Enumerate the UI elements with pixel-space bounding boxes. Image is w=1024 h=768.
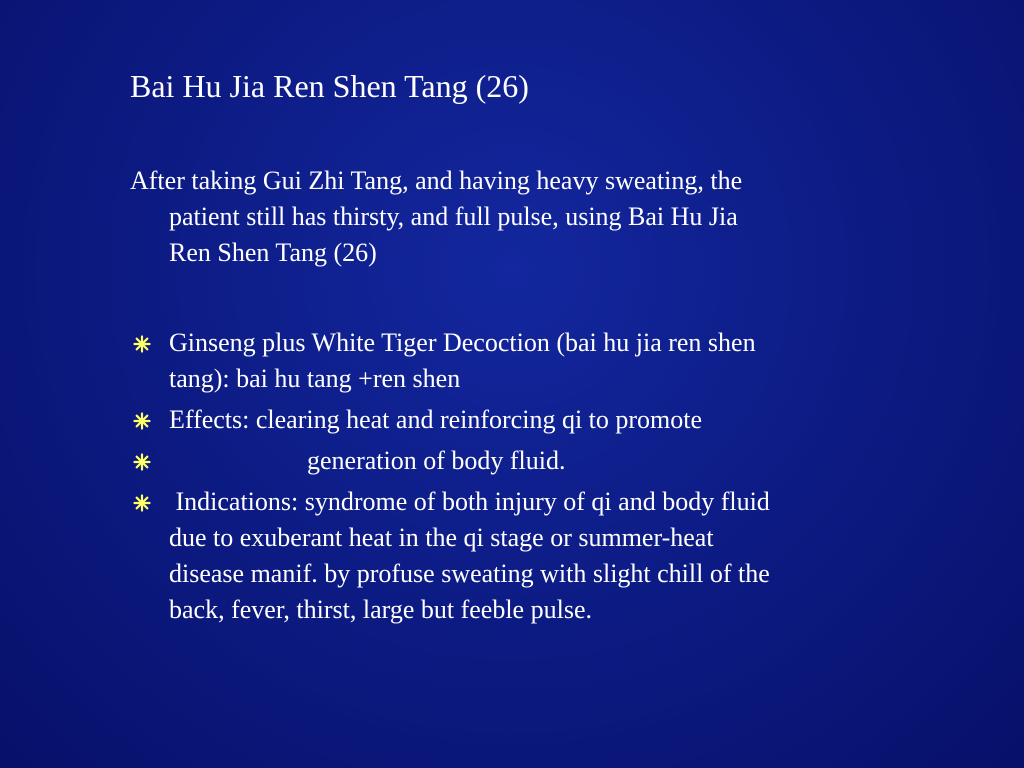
bullet-line: tang): bai hu tang +ren shen	[169, 364, 461, 393]
bullet-line: Indications: syndrome of both injury of qi and body fluid	[169, 487, 770, 516]
sunburst-bullet-icon	[133, 453, 151, 471]
bullet-item-generation	[130, 443, 990, 479]
bullet-line: Effects: clearing heat and reinforcing qi to promote	[169, 405, 703, 434]
sunburst-bullet-icon	[133, 412, 151, 430]
bullet-item-ginseng	[130, 325, 990, 397]
bullet-line: disease manif. by profuse sweating with slight chill of the	[169, 559, 770, 588]
intro-line-1: After taking Gui Zhi Tang, and having heavy sweating, the	[130, 166, 743, 195]
bullet-line: back, fever, thirst, large but feeble pulse.	[169, 595, 592, 624]
intro-line-3: Ren Shen Tang (26)	[169, 238, 377, 267]
intro-paragraph	[130, 163, 980, 271]
bullet-item-effects	[130, 402, 990, 438]
bullet-list	[130, 325, 990, 633]
sunburst-bullet-icon	[133, 494, 151, 512]
bullet-line: Ginseng plus White Tiger Decoction (bai hu jia ren shen	[169, 328, 756, 357]
bullet-line-text: generation of body fluid.	[307, 446, 566, 475]
bullet-item-indications	[130, 484, 990, 628]
intro-line-2: patient still has thirsty, and full pulse, using Bai Hu Jia	[169, 202, 738, 231]
sunburst-bullet-icon	[133, 335, 151, 353]
slide-title: Bai Hu Jia Ren Shen Tang (26)	[130, 68, 529, 104]
bullet-line	[169, 443, 990, 479]
bullet-line: due to exuberant heat in the qi stage or summer-heat	[169, 523, 714, 552]
